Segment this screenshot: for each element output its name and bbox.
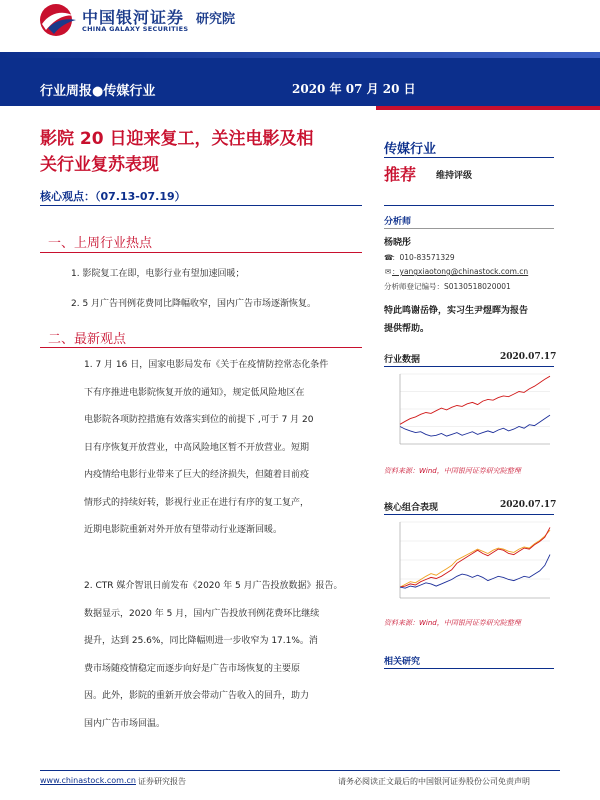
analyst-label: 分析师 [384, 217, 412, 227]
chart-source: 资料来源：Wind，中国银河证券研究院整理 [384, 467, 521, 475]
logo-cn-text: 中国银河证券 [82, 8, 185, 27]
viewpoint-paragraph [84, 352, 352, 545]
para-line: 数据显示，2020 年 5 月，国内广告投放刊例花费环比继续 [84, 608, 320, 619]
para-line: 日有序恢复开放营业，中高风险地区暂不开放营业。短期 [84, 442, 310, 453]
related-research-label: 相关研究 [384, 657, 421, 667]
side-divider [384, 228, 554, 229]
section-heading: 一、上周行业热点 [48, 236, 153, 251]
para-line: 国内广告市场回温。 [84, 718, 166, 729]
phone-row [384, 252, 455, 263]
para-line: 情形式的持续好转，影视行业正在进行有序的复工复产， [84, 497, 310, 508]
company-logo [38, 2, 258, 38]
industry-data-chart [384, 370, 554, 458]
para-line: 内疫情给电影行业带来了巨大的经济损失，但随着目前疫 [84, 470, 310, 480]
recommend-label: 推荐 [384, 165, 417, 184]
acknowledgement [384, 302, 556, 338]
section-divider [40, 252, 362, 253]
chart-title: 行业数据 [384, 355, 421, 365]
para-line: 因。此外，影院的重新开放会带动广告收入的回升，助力 [84, 691, 310, 701]
report-type: 行业周报●传媒行业 [40, 84, 156, 99]
phone-icon: ☎ [384, 253, 394, 262]
phone-number: ：010-83571329 [392, 253, 455, 262]
series-line-2 [400, 555, 550, 589]
logo-institute: 研究院 [196, 12, 236, 27]
rating-label: 维持评级 [436, 171, 473, 181]
report-title [40, 126, 360, 178]
para-line: 2. CTR 媒介智讯日前发布《2020 年 5 月广告投放数据》报告。 [84, 581, 343, 591]
title-line: 关行业复苏表现 [40, 155, 159, 175]
para-line: 近期电影院重新对外开放有望带动行业逐渐回暖。 [84, 525, 283, 535]
para-line: 提升，达到 25.6%，同比降幅则进一步收窄为 17.1%。消 [84, 636, 318, 646]
report-date: 2020 年 07 月 20 日 [292, 82, 416, 96]
series-line-0 [400, 376, 550, 424]
hotspot-item: 2. 5 月广告刊例花费同比降幅收窄，国内广告市场逐渐恢复。 [71, 299, 317, 309]
thanks-line: 提供帮助。 [384, 324, 430, 334]
header-band [0, 58, 600, 106]
chart-title: 核心组合表现 [384, 503, 439, 513]
section-heading: 二、最新观点 [48, 332, 127, 347]
series-line-0 [400, 530, 550, 587]
footer-divider [40, 770, 560, 771]
para-line: 1. 7 月 16 日，国家电影局发布《关于在疫情防控常态化条件 [84, 360, 329, 370]
divider [40, 205, 362, 206]
para-line: 电影院各项防控措施有效落实到位的前提下 ,可于 7 月 20 [84, 415, 314, 425]
side-divider [384, 514, 554, 515]
thanks-line: 特此鸣谢岳铮，实习生尹煜晖为报告 [384, 306, 529, 316]
logo-en-text: CHINA GALAXY SECURITIES [82, 25, 189, 33]
side-divider [384, 668, 554, 669]
side-divider [384, 366, 554, 367]
title-line: 影院 20 日迎来复工，关注电影及相 [40, 129, 314, 149]
hotspot-item: 1. 影院复工在即，电影行业有望加速回暖； [71, 269, 245, 279]
email-row [384, 266, 528, 277]
email-address[interactable]: ：yangxiaotong@chinastock.com.cn [392, 267, 529, 276]
industry-name: 传媒行业 [384, 142, 437, 157]
viewpoint-paragraph [84, 573, 352, 738]
footer-desc: 证券研究报告 [138, 777, 186, 786]
para-line: 费市场随疫情稳定而逐步向好是广告市场恢复的主要原 [84, 663, 301, 674]
core-portfolio-chart [384, 518, 554, 612]
side-divider [384, 157, 554, 158]
core-view-label: 核心观点：（07.13-07.19） [40, 190, 186, 203]
side-divider [384, 205, 554, 206]
para-line: 下有序推进电影院恢复开放的通知》，规定低风险地区在 [84, 387, 305, 398]
header-accent-bar [376, 106, 600, 110]
mail-icon: ✉ [384, 267, 392, 276]
footer-disclaimer: 请务必阅读正文最后的中国银河证券股份公司免责声明 [338, 777, 530, 786]
footer-website-link[interactable]: www.chinastock.com.cn [40, 776, 136, 785]
series-line-1 [400, 415, 550, 436]
chart-date: 2020.07.17 [500, 500, 557, 510]
galaxy-logo-icon [38, 2, 78, 38]
chart-source: 资料来源：Wind，中国银河证券研究院整理 [384, 619, 521, 627]
chart-date: 2020.07.17 [500, 352, 557, 362]
analyst-cert: 分析师登记编号：S0130518020001 [384, 282, 511, 291]
analyst-name: 杨晓彤 [384, 238, 412, 248]
section-divider [40, 347, 362, 348]
